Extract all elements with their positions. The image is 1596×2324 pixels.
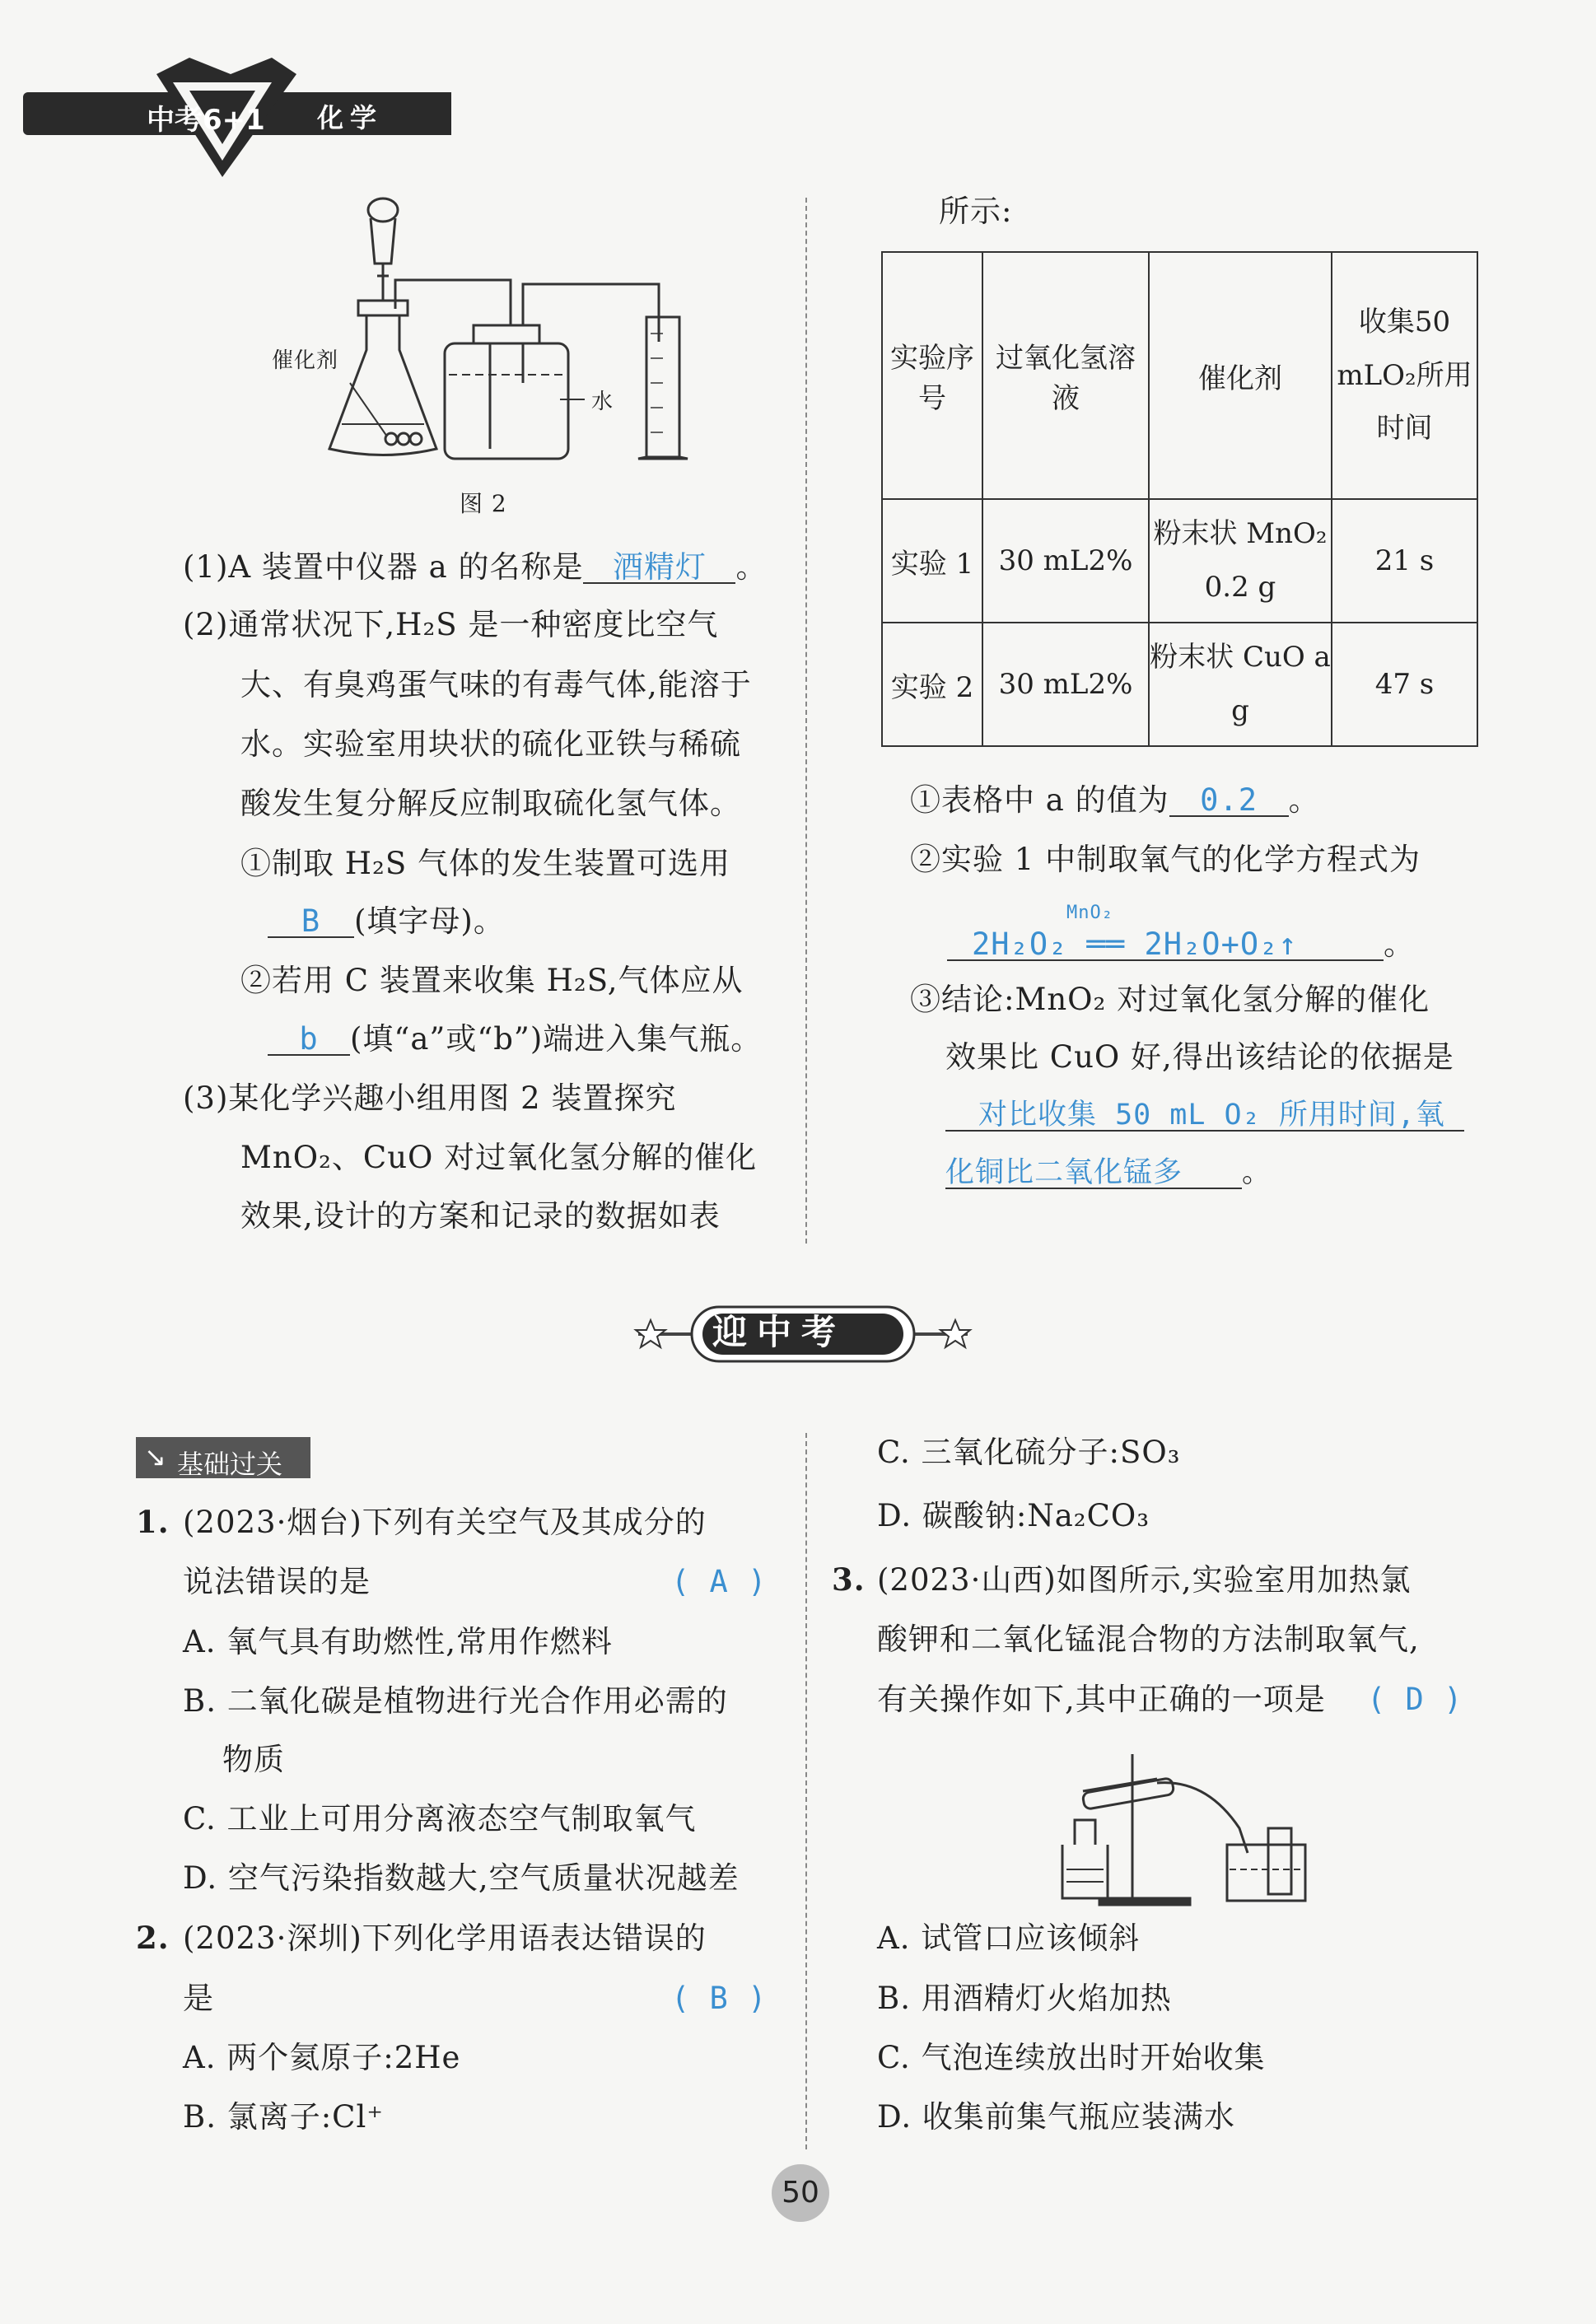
q2-answer: ( B ) (671, 1981, 768, 2016)
q1-option-b2: 物质 (222, 1742, 285, 1777)
cell-r2-c4: 47 s (1332, 623, 1477, 746)
basic-badge (136, 1437, 310, 1478)
q-right-r3-line1: ③结论:MnO₂ 对过氧化氢分解的催化 (910, 982, 1430, 1017)
q2-option-b: B. 氯离子:Cl⁺ (183, 2099, 384, 2135)
q-left-p2-line4: 酸发生复分解反应制取硫化氢气体。 (240, 786, 741, 821)
q-right-r3-answer1: 对比收集 50 mL O₂ 所用时间,氧 (945, 1101, 1464, 1132)
badge-label: 基础过关 (177, 1449, 283, 1480)
column-divider-top (805, 198, 807, 1244)
cell-r1-c3: 粉末状 MnO₂ 0.2 g (1149, 499, 1332, 623)
q3-stem-3: 有关操作如下,其中正确的一项是 (877, 1682, 1326, 1717)
cell-r1-c1: 实验 1 (882, 499, 982, 623)
label-water: 水 (591, 390, 614, 414)
th-experiment-no: 实验序号 (882, 252, 982, 499)
q-right-r2-equation: 2H₂O₂ ══ 2H₂O+O₂↑ 。 (947, 929, 1415, 961)
q1-answer: ( A ) (671, 1564, 768, 1599)
q-left-p2b-line2: b (填“a”或“b”)端进入集气瓶。 (268, 1024, 762, 1056)
q-right-r3-line2: 效果比 CuO 好,得出该结论的依据是 (945, 1039, 1454, 1075)
q2-number: 2. (136, 1920, 170, 1956)
cell-r1-c2: 30 mL2% (982, 499, 1149, 623)
q-left-p2a-line2: B (填字母)。 (268, 906, 505, 938)
q3-number: 3. (832, 1561, 866, 1598)
q-left-p1: (1)A 装置中仪器 a 的名称是 酒精灯 。 (183, 549, 768, 585)
q2-stem-1: (2023·深圳)下列化学用语表达错误的 (183, 1920, 707, 1956)
section-title: 迎中考 (712, 1312, 847, 1352)
q-right-r3-answer2: 化铜比二氧化锰多 。 (945, 1156, 1272, 1189)
q-left-p2-line3: 水。实验室用块状的硫化亚铁与稀硫 (240, 726, 741, 762)
q1-option-c: C. 工业上可用分离液态空气制取氧气 (183, 1801, 697, 1836)
figure-caption: 图 2 (460, 490, 507, 517)
q-right-r2: ②实验 1 中制取氧气的化学方程式为 (910, 842, 1421, 877)
th-catalyst: 催化剂 (1149, 252, 1332, 499)
q-left-p2-line2: 大、有臭鸡蛋气味的有毒气体,能溶于 (240, 667, 752, 702)
q3-option-d: D. 收集前集气瓶应装满水 (877, 2099, 1235, 2135)
q-left-p2b-line1: ②若用 C 装置来收集 H₂S,气体应从 (240, 963, 744, 998)
q1-option-d: D. 空气污染指数越大,空气质量状况越差 (183, 1860, 740, 1896)
q1-stem-2: 说法错误的是 (183, 1564, 371, 1599)
heating-apparatus-diagram (1050, 1746, 1314, 1911)
q-right-r1: ①表格中 a 的值为 0.2 。 (910, 782, 1320, 818)
q3-stem-2: 酸钾和二氧化锰混合物的方法制取氧气, (877, 1622, 1420, 1657)
th-h2o2: 过氧化氢溶液 (982, 252, 1149, 499)
equation-catalyst: MnO₂ (1066, 903, 1113, 923)
q1-number: 1. (136, 1504, 170, 1540)
q1-option-b1: B. 二氧化碳是植物进行光合作用必需的 (183, 1683, 728, 1719)
q-left-p3-line2: MnO₂、CuO 对过氧化氢分解的催化 (240, 1140, 758, 1175)
q3-answer: ( D ) (1367, 1682, 1463, 1717)
q2-stem-2: 是 (183, 1981, 214, 2016)
q2-option-d: D. 碳酸钠:Na₂CO₃ (877, 1498, 1150, 1533)
q3-stem-1: (2023·山西)如图所示,实验室用加热氯 (877, 1562, 1412, 1598)
subject-label: 化学 (317, 102, 384, 133)
q1-option-a: A. 氧气具有助燃性,常用作燃料 (183, 1624, 614, 1659)
q-right-cont: 所示: (939, 194, 1013, 229)
cell-r1-c4: 21 s (1332, 499, 1477, 623)
column-divider-bottom (805, 1433, 807, 2149)
page-number: 50 (772, 2164, 829, 2222)
q2-option-a: A. 两个氦原子:2He (183, 2040, 461, 2075)
cell-r2-c3: 粉末状 CuO a g (1149, 623, 1332, 746)
cell-r2-c2: 30 mL2% (982, 623, 1149, 746)
th-time: 收集50 mLO₂所用时间 (1332, 252, 1477, 499)
q2-option-c: C. 三氧化硫分子:SO₃ (877, 1435, 1181, 1470)
label-catalyst: 催化剂 (272, 348, 339, 373)
q3-option-a: A. 试管口应该倾斜 (877, 1920, 1141, 1956)
q-left-p2a-line1: ①制取 H₂S 气体的发生装置可选用 (240, 846, 730, 881)
q-left-p3-line3: 效果,设计的方案和记录的数据如表 (240, 1198, 721, 1234)
q3-option-b: B. 用酒精灯火焰加热 (877, 1981, 1172, 2016)
q1-stem-1: (2023·烟台)下列有关空气及其成分的 (183, 1505, 707, 1540)
q-left-p2-line1: (2)通常状况下,H₂S 是一种密度比空气 (183, 607, 719, 642)
q3-option-c: C. 气泡连续放出时开始收集 (877, 2040, 1266, 2075)
q-left-p3-line1: (3)某化学兴趣小组用图 2 装置探究 (183, 1080, 677, 1116)
brand-label: 中考6+1 (147, 104, 265, 137)
experiment-table (881, 251, 1478, 747)
apparatus-diagram (313, 185, 700, 465)
arrow-icon: ↘ (144, 1441, 166, 1472)
cell-r2-c1: 实验 2 (882, 623, 982, 746)
